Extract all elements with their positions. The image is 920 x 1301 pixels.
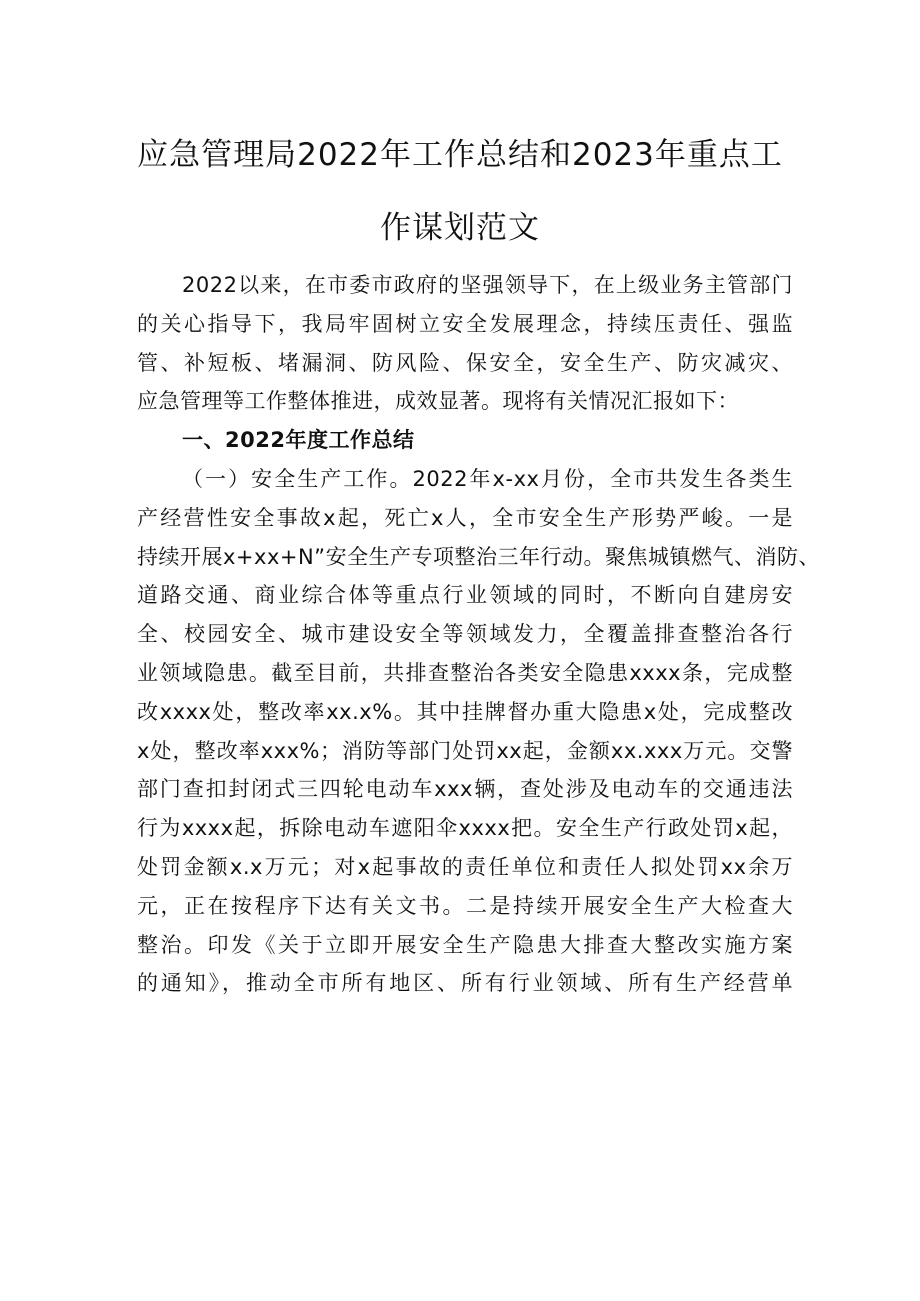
paragraph-line: 整治。印发《关于立即开展安全生产隐患大排查大整改实施方案 — [137, 932, 793, 957]
document-title-line-2: 作谋划范文 — [380, 210, 540, 246]
paragraph-line: 的通知》，推动全市所有地区、所有行业领域、所有生产经营单 — [137, 971, 793, 996]
paragraph-line: 应急管理等工作整体推进，成效显著。现将有关情况汇报如下： — [137, 389, 739, 414]
paragraph-line: （一）安全生产工作。2022年x-xx月份，全市共发生各类生 — [182, 466, 793, 491]
paragraph-line: 改xxxx处，整改率xx.x%。其中挂牌督办重大隐患x处，完成整改 — [137, 699, 793, 724]
section-heading: 一、2022年度工作总结 — [182, 428, 415, 453]
document-title-line-1: 应急管理局2022年工作总结和2023年重点工 — [137, 137, 783, 173]
paragraph-line: 产经营性安全事故x起，死亡x人，全市安全生产形势严峻。一是 — [137, 505, 793, 530]
paragraph-line: 的关心指导下，我局牢固树立安全发展理念，持续压责任、强监 — [137, 311, 793, 336]
paragraph-line: 全、校园安全、城市建设安全等领域发力，全覆盖排查整治各行 — [137, 622, 793, 647]
paragraph-line: 部门查扣封闭式三四轮电动车xxx辆，查处涉及电动车的交通违法 — [137, 777, 793, 802]
document-body — [137, 266, 821, 1003]
paragraph-line: 行为xxxx起，拆除电动车遮阳伞xxxx把。安全生产行政处罚x起， — [137, 816, 793, 841]
paragraph-line: x处，整改率xxx%；消防等部门处罚xx起，金额xx.xxx万元。交警 — [137, 738, 793, 763]
paragraph-line: 道路交通、商业综合体等重点行业领域的同时，不断向自建房安 — [137, 583, 793, 608]
paragraph-line: 管、补短板、堵漏洞、防风险、保安全，安全生产、防灾减灾、 — [137, 350, 793, 375]
paragraph-line: 处罚金额x.x万元；对x起事故的责任单位和责任人拟处罚xx余万 — [137, 854, 793, 879]
paragraph-line: 业领域隐患。截至目前，共排查整治各类安全隐患xxxx条，完成整 — [137, 660, 793, 685]
paragraph-line: 2022以来，在市委市政府的坚强领导下，在上级业务主管部门 — [182, 273, 793, 297]
paragraph-line: 元，正在按程序下达有关文书。二是持续开展安全生产大检查大 — [137, 893, 793, 918]
paragraph-line: 持续开展x+xx+N”安全生产专项整治三年行动。聚焦城镇燃气、消防、 — [137, 544, 821, 569]
